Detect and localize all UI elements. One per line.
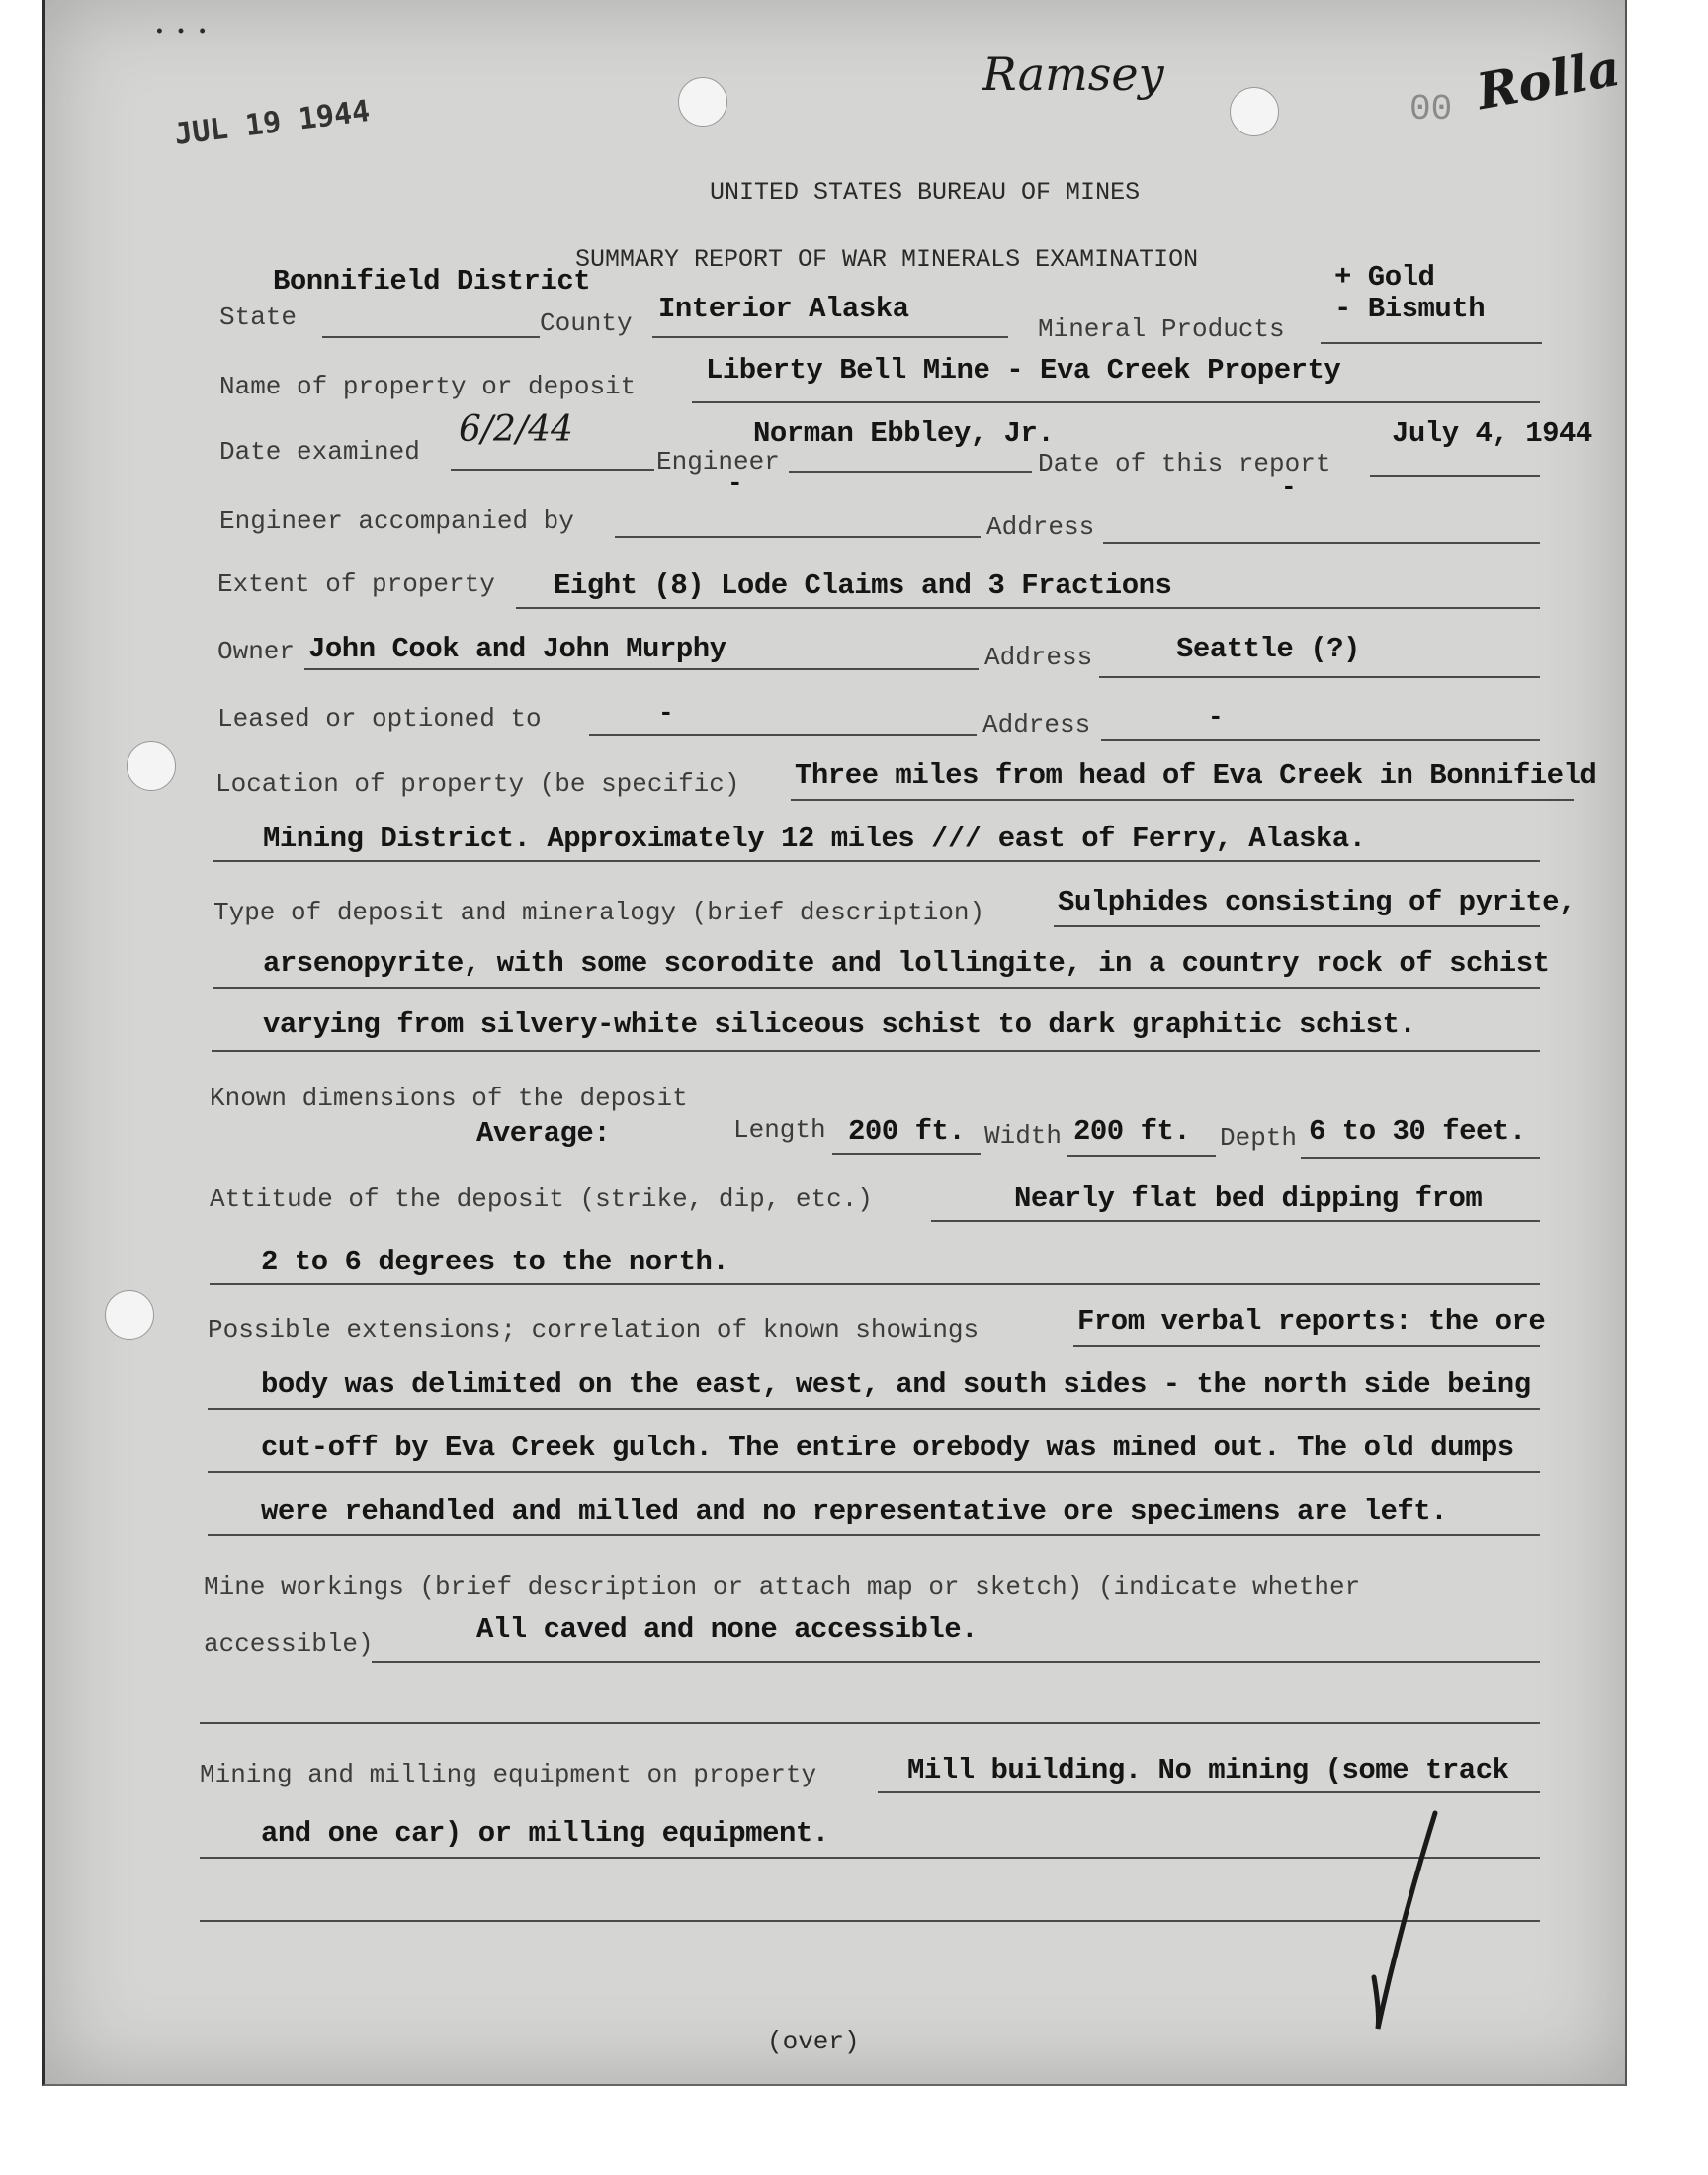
report-date-value: July 4, 1944 bbox=[1392, 417, 1592, 450]
location-value-line2: Mining District. Approximately 12 miles /// east of Ferry, Alaska. bbox=[263, 823, 1366, 855]
attitude-value-line2: 2 to 6 degrees to the north. bbox=[261, 1246, 729, 1278]
dimensions-label: Known dimensions of the deposit bbox=[210, 1084, 688, 1113]
corner-marks: • • • bbox=[154, 23, 209, 43]
date-examined-value: 6/2/44 bbox=[459, 409, 573, 450]
workings-value: All caved and none accessible. bbox=[476, 1613, 979, 1646]
workings-label-line2: accessible) bbox=[204, 1629, 374, 1659]
extensions-value-line2: body was delimited on the east, west, and south sides - the north side being bbox=[261, 1368, 1531, 1401]
accompanied-label: Engineer accompanied by bbox=[219, 506, 574, 536]
county-value: Interior Alaska bbox=[658, 293, 909, 325]
attitude-value-line1: Nearly flat bed dipping from bbox=[1014, 1182, 1483, 1215]
date-examined-label: Date examined bbox=[219, 437, 420, 467]
extent-label: Extent of property bbox=[217, 569, 495, 599]
district-value: Bonnifield District bbox=[273, 265, 591, 298]
check-mark bbox=[1360, 1809, 1439, 2037]
report-date-label: Date of this report bbox=[1038, 449, 1331, 478]
engineer-label: Engineer bbox=[656, 447, 780, 477]
depth-label: Depth bbox=[1220, 1123, 1298, 1153]
deposit-type-label: Type of deposit and mineralogy (brief description) bbox=[214, 898, 985, 927]
extensions-value-line1: From verbal reports: the ore bbox=[1077, 1305, 1546, 1338]
location-value-line1: Three miles from head of Eva Creek in Bonnifield bbox=[795, 759, 1597, 792]
width-label: Width bbox=[984, 1121, 1063, 1151]
leased-address-label: Address bbox=[982, 710, 1091, 740]
extent-value: Eight (8) Lode Claims and 3 Fractions bbox=[554, 569, 1172, 602]
width-value: 200 ft. bbox=[1073, 1115, 1191, 1148]
corner-number: 00 bbox=[1409, 89, 1453, 130]
report-title: SUMMARY REPORT OF WAR MINERALS EXAMINATION bbox=[575, 245, 1199, 274]
footer-over: (over) bbox=[767, 2027, 860, 2056]
average-label: Average: bbox=[476, 1117, 611, 1150]
leased-label: Leased or optioned to bbox=[217, 704, 542, 734]
deposit-value-line1: Sulphides consisting of pyrite, bbox=[1058, 886, 1576, 918]
date-stamp: JUL 19 1944 bbox=[172, 94, 373, 152]
leased-value: - bbox=[658, 698, 674, 728]
property-name-value: Liberty Bell Mine - Eva Creek Property bbox=[706, 354, 1341, 387]
owner-address-label: Address bbox=[984, 643, 1093, 672]
owner-address-value: Seattle (?) bbox=[1176, 633, 1360, 665]
equipment-value-line1: Mill building. No mining (some track bbox=[907, 1754, 1509, 1786]
state-label: State bbox=[219, 303, 298, 332]
deposit-value-line2: arsenopyrite, with some scorodite and lollingite, in a country rock of schist bbox=[263, 947, 1550, 980]
handwritten-name: Ramsey bbox=[982, 47, 1164, 101]
mineral-gold: + Gold bbox=[1334, 261, 1435, 294]
punch-hole bbox=[127, 741, 176, 791]
length-label: Length bbox=[733, 1115, 826, 1145]
leased-address-value: - bbox=[1208, 702, 1224, 732]
extensions-value-line3: cut-off by Eva Creek gulch. The entire orebody was mined out. The old dumps bbox=[261, 1432, 1514, 1464]
extensions-value-line4: were rehandled and milled and no representative ore specimens are left. bbox=[261, 1495, 1448, 1527]
punch-hole bbox=[678, 77, 727, 127]
attitude-label: Attitude of the deposit (strike, dip, etc.) bbox=[210, 1184, 873, 1214]
handwritten-rolla: Rolla bbox=[1472, 38, 1625, 122]
accompanied-value: - bbox=[727, 469, 743, 498]
agency-title: UNITED STATES BUREAU OF MINES bbox=[710, 178, 1141, 207]
punch-hole bbox=[1230, 87, 1279, 136]
length-value: 200 ft. bbox=[848, 1115, 966, 1148]
equipment-value-line2: and one car) or milling equipment. bbox=[261, 1817, 829, 1850]
punch-hole bbox=[105, 1290, 154, 1340]
owner-label: Owner bbox=[217, 637, 296, 666]
location-label: Location of property (be specific) bbox=[215, 769, 740, 799]
report-page bbox=[42, 0, 1627, 2086]
mineral-bismuth: - Bismuth bbox=[1334, 293, 1486, 325]
address-label: Address bbox=[986, 512, 1095, 542]
extensions-label: Possible extensions; correlation of known showings bbox=[208, 1315, 980, 1345]
mineral-products-label: Mineral Products bbox=[1038, 314, 1285, 344]
workings-label-line1: Mine workings (brief description or attach map or sketch) (indicate whether bbox=[204, 1572, 1361, 1602]
engineer-value: Norman Ebbley, Jr. bbox=[753, 417, 1055, 450]
depth-value: 6 to 30 feet. bbox=[1309, 1115, 1526, 1148]
property-name-label: Name of property or deposit bbox=[219, 372, 637, 401]
accompanied-address-value: - bbox=[1281, 473, 1297, 502]
owner-value: John Cook and John Murphy bbox=[308, 633, 726, 665]
county-label: County bbox=[540, 308, 633, 338]
equipment-label: Mining and milling equipment on property bbox=[200, 1760, 817, 1789]
deposit-value-line3: varying from silvery-white siliceous schist to dark graphitic schist. bbox=[263, 1008, 1416, 1041]
